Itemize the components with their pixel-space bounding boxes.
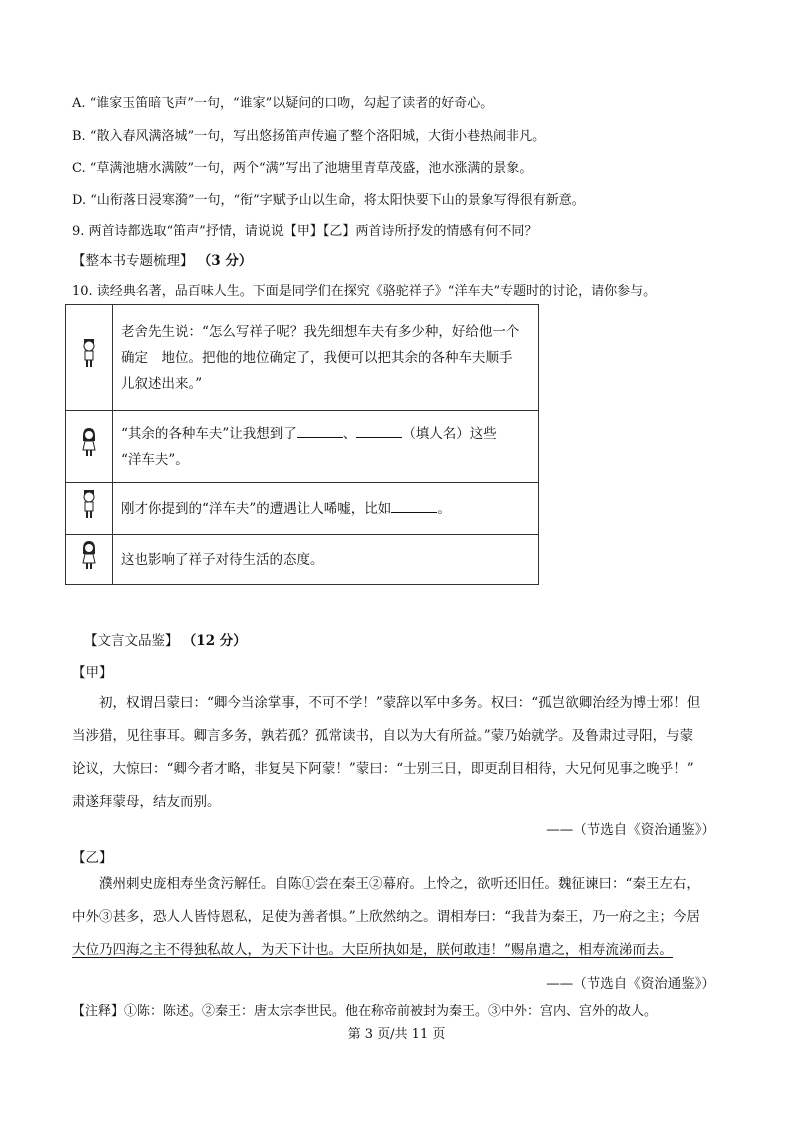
annotation-notes: 【注释】①陈：陈述。②秦王：唐太宗李世民。他在称帝前被封为秦王。③中外：宫内、宫外的故人。: [72, 1004, 658, 1019]
avatar: [66, 411, 113, 483]
dialogue-line: 老舍先生说：“怎么写祥子呢？我先细想车夫有多少种，好给他一个: [121, 323, 520, 340]
classical-section-score: （12 分）: [182, 633, 247, 649]
answer-blank[interactable]: [391, 498, 437, 513]
passage-line: 中外③甚多，恐人人皆恃恩私，足使为善者惧。”上欣然纳之。谓相寿曰：“我昔为秦王，乃一府之主；今居: [72, 909, 701, 925]
passage-yi-label: 【乙】: [72, 850, 113, 866]
passage-jia-label: 【甲】: [72, 665, 113, 681]
dialogue-text: 刚才你提到的“洋车夫”的遭遇让人唏嘘，比如: [121, 500, 392, 517]
dialogue-line: [121, 421, 530, 447]
book-section-score: （3 分）: [197, 253, 253, 269]
discussion-text: 这也影响了祥子对待生活的态度。: [113, 535, 539, 585]
option-d: D. “山衔落日浸寒漪”一句，“衔”字赋予山以生命，将太阳快要下山的景象写得很有新意。: [72, 193, 585, 208]
question-10: 10. 读经典名著，品百味人生。下面是同学们在探究《骆驼祥子》“洋车夫”专题时的讨论，请你参与。: [72, 284, 657, 299]
passage-line: 当涉猎，见往事耳。卿言多务，孰若孤？孤常读书，自以为大有所益。”蒙乃始就学。及鲁肃过寻阳，与蒙: [72, 728, 694, 744]
discussion-text: [113, 483, 539, 535]
passage-line: 论议，大惊曰：“卿今者才略，非复吴下阿蒙！”蒙曰：“士别三日，即更刮目相待，大兄何见事之晚乎！”: [72, 761, 694, 777]
dialogue-text: 、: [342, 425, 357, 442]
dialogue-line: 儿叙述出来。”: [121, 375, 203, 392]
dialogue-text: （填人名）这些: [402, 425, 497, 442]
question-9: 9. 两首诗都选取“笛声”抒情，请说说【甲】【乙】两首诗所抒发的情感有何不同？: [72, 224, 538, 239]
option-c: C. “草满池塘水满陂”一句，两个“满”写出了池塘里青草茂盛，池水涨满的景象。: [72, 161, 533, 176]
avatar: [66, 483, 113, 535]
discussion-row: [66, 305, 539, 411]
book-section-title: 【整本书专题梳理】: [72, 253, 194, 269]
answer-blank[interactable]: [356, 423, 402, 438]
discussion-row: [66, 411, 539, 483]
option-b: B. “散入春风满洛城”一句，写出悠扬笛声传遍了整个洛阳城，大街小巷热闹非凡。: [72, 129, 546, 144]
passage-line: 濮州刺史庞相寿坐贪污解任。自陈①尝在秦王②幕府。上怜之，欲听还旧任。魏征谏曰：“秦王左右，: [72, 876, 700, 892]
classical-section-title: 【文言文品鉴】: [84, 633, 179, 649]
dialogue-text: “其余的各种车夫”让我想到了: [121, 425, 297, 442]
passage-yi-source: ——（节选自《资治通鉴》）: [546, 976, 715, 992]
discussion-row: [66, 483, 539, 535]
discussion-text: [113, 305, 539, 411]
book-section-heading: [72, 251, 252, 271]
avatar: [66, 305, 113, 411]
passage-line: 初，权谓吕蒙曰：“卿今当涂掌事，不可不学！”蒙辞以军中多务。权曰：“孤岂欲卿治经为博士邪！但: [72, 695, 701, 711]
discussion-table: [65, 304, 539, 585]
boy-student-icon: [81, 489, 97, 519]
page-number: 第 3 页/共 11 页: [347, 1027, 446, 1042]
dialogue-line: “洋车夫”。: [121, 451, 189, 468]
girl-student-icon: [81, 427, 97, 457]
option-a: A. “谁家玉笛暗飞声”一句，“谁家”以疑问的口吻，勾起了读者的好奇心。: [72, 96, 494, 111]
boy-student-icon: [81, 338, 97, 368]
dialogue-line: 确定 地位。把他的地位确定了，我便可以把其余的各种车夫顺手: [121, 349, 513, 366]
answer-blank[interactable]: [297, 423, 343, 438]
discussion-text: [113, 411, 539, 483]
discussion-row: [66, 535, 539, 585]
girl-student-icon: [81, 540, 97, 570]
dialogue-text: 。: [437, 500, 451, 517]
passage-yi: [72, 868, 744, 967]
avatar: [66, 535, 113, 585]
passage-jia: [72, 687, 744, 819]
classical-section-heading: [84, 631, 247, 651]
passage-line: 肃遂拜蒙母，结友而别。: [72, 794, 221, 810]
passage-line-underlined: 大位乃四海之主不得独私故人，为天下计也。大臣所执如是，朕何敢违！”赐帛遣之，相寿流涕而去。: [72, 942, 673, 958]
passage-jia-source: ——（节选自《资治通鉴》）: [546, 822, 715, 838]
